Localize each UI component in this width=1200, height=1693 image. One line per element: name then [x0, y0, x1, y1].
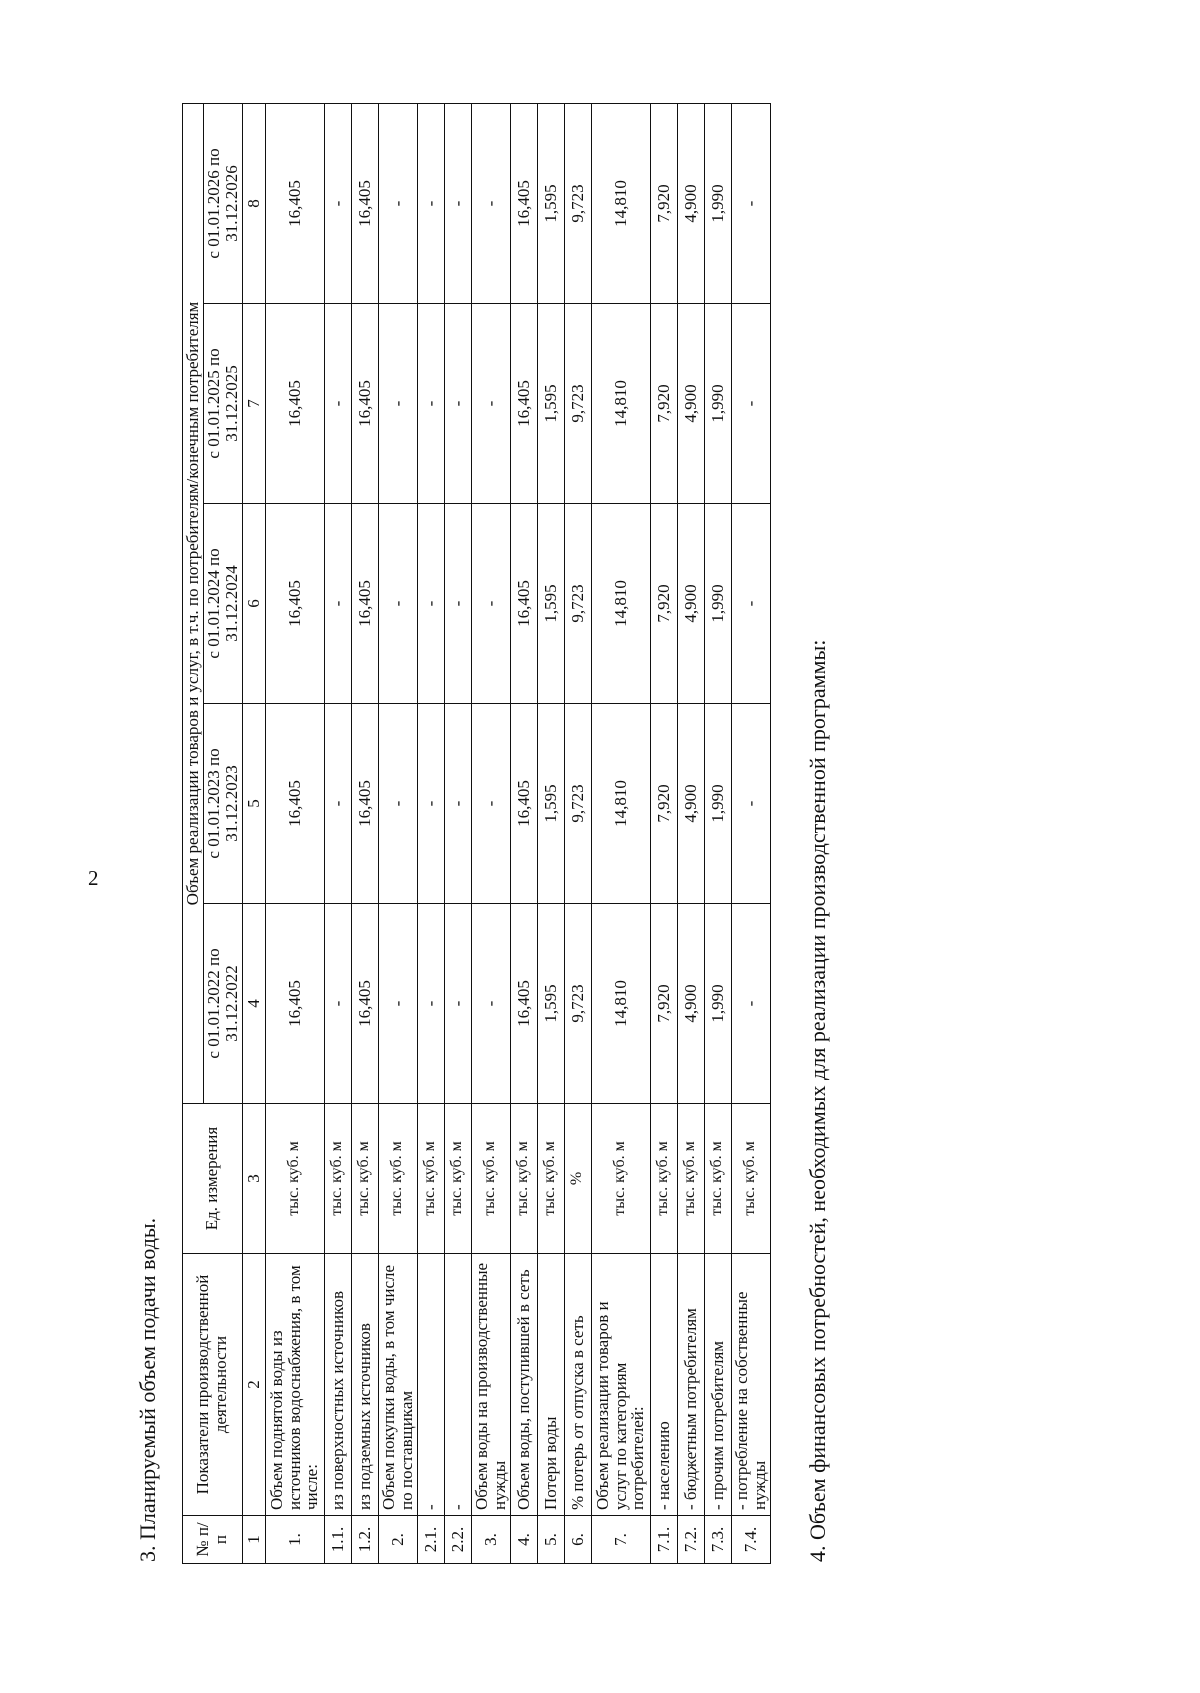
- row-value: -: [444, 704, 471, 904]
- row-indicator: - потребление на собственные нужды: [731, 1254, 770, 1516]
- row-number: 1.2.: [351, 1516, 378, 1564]
- row-value: 4,900: [677, 104, 704, 304]
- row-value: 4,900: [677, 904, 704, 1104]
- row-value: 4,900: [677, 304, 704, 504]
- row-value: -: [324, 304, 351, 504]
- row-value: 16,405: [510, 504, 537, 704]
- column-number: 2: [242, 1254, 265, 1516]
- row-number: 1.1.: [324, 1516, 351, 1564]
- row-value: -: [471, 304, 510, 504]
- row-value: -: [324, 704, 351, 904]
- row-value: -: [378, 504, 417, 704]
- column-number: 5: [242, 704, 265, 904]
- row-value: -: [444, 504, 471, 704]
- column-number: 3: [242, 1104, 265, 1254]
- page-number: 2: [88, 866, 99, 890]
- row-value: -: [417, 304, 444, 504]
- row-unit: тыс. куб. м: [417, 1104, 444, 1254]
- row-value: -: [378, 304, 417, 504]
- row-value: 7,920: [650, 304, 677, 504]
- row-value: 7,920: [650, 104, 677, 304]
- row-value: -: [731, 104, 770, 304]
- row-value: 1,595: [537, 704, 564, 904]
- row-number: 3.: [471, 1516, 510, 1564]
- row-value: 16,405: [351, 104, 378, 304]
- header-indicator: Показатели производственной деятельности: [183, 1254, 243, 1516]
- row-value: 1,990: [704, 704, 731, 904]
- row-value: 16,405: [351, 904, 378, 1104]
- row-value: 16,405: [351, 304, 378, 504]
- row-value: -: [444, 904, 471, 1104]
- header-volume: Объем реализации товаров и услуг, в т.ч. по потребителям/конечным потребителям: [183, 104, 204, 1104]
- row-value: 14,810: [591, 504, 650, 704]
- row-indicator: - прочим потребителям: [704, 1254, 731, 1516]
- section-4-heading: 4. Объем финансовых потребностей, необходимых для реализации производственной программы:: [805, 639, 830, 1562]
- row-value: 1,595: [537, 104, 564, 304]
- row-value: 16,405: [510, 904, 537, 1104]
- row-unit: тыс. куб. м: [444, 1104, 471, 1254]
- table-row: [704, 104, 731, 1564]
- row-unit: тыс. куб. м: [324, 1104, 351, 1254]
- row-value: 16,405: [265, 104, 324, 304]
- row-unit: тыс. куб. м: [591, 1104, 650, 1254]
- header-period: с 01.01.2024 по 31.12.2024: [203, 504, 242, 704]
- row-unit: тыс. куб. м: [265, 1104, 324, 1254]
- row-value: 9,723: [564, 704, 591, 904]
- row-value: -: [731, 504, 770, 704]
- row-number: 4.: [510, 1516, 537, 1564]
- row-number: 7.1.: [650, 1516, 677, 1564]
- table-row: [537, 104, 564, 1564]
- row-indicator: - населению: [650, 1254, 677, 1516]
- row-indicator: из подземных источников: [351, 1254, 378, 1516]
- row-indicator: Потери воды: [537, 1254, 564, 1516]
- row-value: -: [731, 904, 770, 1104]
- header-no: № п/п: [183, 1516, 243, 1564]
- row-value: -: [324, 904, 351, 1104]
- row-value: 4,900: [677, 704, 704, 904]
- row-value: 7,920: [650, 704, 677, 904]
- table-row: [324, 104, 351, 1564]
- row-value: 9,723: [564, 904, 591, 1104]
- row-value: -: [417, 704, 444, 904]
- row-value: 16,405: [265, 704, 324, 904]
- table-body: [265, 104, 770, 1564]
- table-row: [677, 104, 704, 1564]
- row-value: 7,920: [650, 504, 677, 704]
- table-row: [265, 104, 324, 1564]
- section-3-heading: 3. Планируемый объем подачи воды.: [135, 1217, 160, 1562]
- row-value: -: [471, 904, 510, 1104]
- row-value: -: [731, 304, 770, 504]
- row-value: -: [731, 704, 770, 904]
- row-value: -: [417, 904, 444, 1104]
- row-value: -: [324, 104, 351, 304]
- row-value: 14,810: [591, 704, 650, 904]
- row-unit: %: [564, 1104, 591, 1254]
- row-indicator: Объем поднятой воды из источников водоснабжения, в том числе:: [265, 1254, 324, 1516]
- row-number: 7.4.: [731, 1516, 770, 1564]
- row-number: 2.: [378, 1516, 417, 1564]
- row-value: -: [324, 504, 351, 704]
- row-value: 1,595: [537, 904, 564, 1104]
- row-value: -: [378, 704, 417, 904]
- row-value: 14,810: [591, 304, 650, 504]
- row-value: 16,405: [351, 504, 378, 704]
- row-unit: тыс. куб. м: [677, 1104, 704, 1254]
- row-value: 9,723: [564, 504, 591, 704]
- row-value: 1,595: [537, 304, 564, 504]
- table-row: [564, 104, 591, 1564]
- row-value: 1,595: [537, 504, 564, 704]
- row-unit: тыс. куб. м: [378, 1104, 417, 1254]
- row-value: 16,405: [265, 504, 324, 704]
- row-value: 1,990: [704, 304, 731, 504]
- row-indicator: Объем покупки воды, в том числе по поставщикам: [378, 1254, 417, 1516]
- row-value: -: [444, 304, 471, 504]
- row-value: 1,990: [704, 504, 731, 704]
- row-value: -: [444, 104, 471, 304]
- row-unit: тыс. куб. м: [351, 1104, 378, 1254]
- row-indicator: -: [444, 1254, 471, 1516]
- column-number: 7: [242, 304, 265, 504]
- row-value: -: [471, 104, 510, 304]
- row-number: 1.: [265, 1516, 324, 1564]
- row-value: 16,405: [510, 104, 537, 304]
- header-period: с 01.01.2026 по 31.12.2026: [203, 104, 242, 304]
- row-value: 16,405: [510, 304, 537, 504]
- row-value: 16,405: [265, 304, 324, 504]
- row-value: 4,900: [677, 504, 704, 704]
- row-indicator: Объем воды на производственные нужды: [471, 1254, 510, 1516]
- table-row: [351, 104, 378, 1564]
- row-value: -: [471, 704, 510, 904]
- row-value: -: [378, 104, 417, 304]
- column-number: 1: [242, 1516, 265, 1564]
- table-row: [378, 104, 417, 1564]
- table-row: [650, 104, 677, 1564]
- water-supply-table: [182, 103, 771, 1564]
- row-indicator: - бюджетным потребителям: [677, 1254, 704, 1516]
- row-unit: тыс. куб. м: [704, 1104, 731, 1254]
- row-value: 1,990: [704, 904, 731, 1104]
- row-value: 9,723: [564, 104, 591, 304]
- row-value: -: [378, 904, 417, 1104]
- row-value: 16,405: [510, 704, 537, 904]
- row-number: 5.: [537, 1516, 564, 1564]
- row-number: 6.: [564, 1516, 591, 1564]
- row-value: 1,990: [704, 104, 731, 304]
- column-number: 8: [242, 104, 265, 304]
- row-unit: тыс. куб. м: [510, 1104, 537, 1254]
- row-number: 7.2.: [677, 1516, 704, 1564]
- table-row: [471, 104, 510, 1564]
- row-value: -: [471, 504, 510, 704]
- row-value: 16,405: [265, 904, 324, 1104]
- row-indicator: из поверхностных источников: [324, 1254, 351, 1516]
- header-period: с 01.01.2023 по 31.12.2023: [203, 704, 242, 904]
- table-row: [417, 104, 444, 1564]
- row-unit: тыс. куб. м: [537, 1104, 564, 1254]
- row-unit: тыс. куб. м: [471, 1104, 510, 1254]
- header-period: с 01.01.2022 по 31.12.2022: [203, 904, 242, 1104]
- column-number: 6: [242, 504, 265, 704]
- row-number: 2.2.: [444, 1516, 471, 1564]
- row-value: 7,920: [650, 904, 677, 1104]
- table: [182, 103, 771, 1564]
- row-number: 2.1.: [417, 1516, 444, 1564]
- row-indicator: -: [417, 1254, 444, 1516]
- table-row: [731, 104, 770, 1564]
- header-unit: Ед. измерения: [183, 1104, 243, 1254]
- row-indicator: Объем реализации товаров и услуг по категориям потребителей:: [591, 1254, 650, 1516]
- row-number: 7.3.: [704, 1516, 731, 1564]
- table-row: [591, 104, 650, 1564]
- row-value: 14,810: [591, 104, 650, 304]
- row-value: 16,405: [351, 704, 378, 904]
- header-period: с 01.01.2025 по 31.12.2025: [203, 304, 242, 504]
- column-number: 4: [242, 904, 265, 1104]
- row-unit: тыс. куб. м: [731, 1104, 770, 1254]
- row-value: -: [417, 504, 444, 704]
- row-value: -: [417, 104, 444, 304]
- row-indicator: Объем воды, поступившей в сеть: [510, 1254, 537, 1516]
- row-indicator: % потерь от отпуска в сеть: [564, 1254, 591, 1516]
- table-row: [444, 104, 471, 1564]
- row-value: 14,810: [591, 904, 650, 1104]
- table-row: [510, 104, 537, 1564]
- row-unit: тыс. куб. м: [650, 1104, 677, 1254]
- row-value: 9,723: [564, 304, 591, 504]
- row-number: 7.: [591, 1516, 650, 1564]
